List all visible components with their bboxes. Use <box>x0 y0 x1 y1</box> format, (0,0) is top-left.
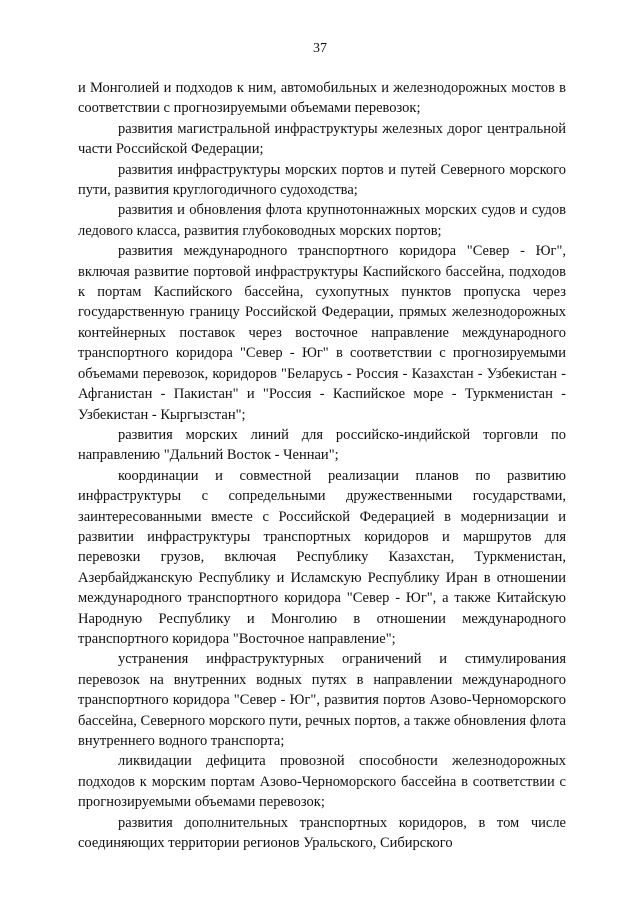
paragraph: развития магистральной инфраструктуры железных дорог центральной части Российской Федерации; <box>78 120 566 158</box>
paragraph: развития международного транспортного коридора "Север - Юг", включая развитие портовой инфраструктуры Каспийского бассейна, подходов к портам Каспийского бассейна, сухопутных пунктов пропуска через государственную границу Российской Федерации, прямых железнодорожных контейнерных поставок через восточное направление международного транспортного коридора "Север - Юг" в соответствии с прогнозируемыми объемами перевозок, коридоров "Беларусь - Россия - Казахстан - Узбекистан - Афганистан - Пакистан" и "Россия - Каспийское море - Туркменистан - Узбекистан - Кыргызстан"; <box>78 243 566 423</box>
paragraph: развития инфраструктуры морских портов и путей Северного морского пути, развития круглогодичного судоходства; <box>78 161 566 199</box>
paragraph: развития дополнительных транспортных коридоров, в том числе соединяющих территории регионов Уральского, Сибирского <box>78 814 566 852</box>
body-text <box>78 78 566 853</box>
paragraph: устранения инфраструктурных ограничений и стимулирования перевозок на внутренних водных путях в направлении международного транспортного коридора "Север - Юг", развития портов Азово-Черноморского бассейна, Северного морского пути, речных портов, а также обновления флота внутреннего водного транспорта; <box>78 651 566 749</box>
paragraph: развития морских линий для российско-индийской торговли по направлению "Дальний Восток - Ченнаи"; <box>78 426 566 464</box>
paragraph: ликвидации дефицита провозной способности железнодорожных подходов к морским портам Азово-Черноморского бассейна в соответствии с прогнозируемыми объемами перевозок; <box>78 753 566 811</box>
paragraph: и Монголией и подходов к ним, автомобильных и железнодорожных мостов в соответствии с прогнозируемыми объемами перевозок; <box>78 80 566 117</box>
paragraph: развития и обновления флота крупнотоннажных морских судов и судов ледового класса, развития глубоководных морских портов; <box>78 202 566 239</box>
page-number: 37 <box>313 41 327 56</box>
paragraph: координации и совместной реализации планов по развитию инфраструктуры с сопредельными дружественными государствами, заинтересованными вместе с Российской Федерацией в модернизации и развитии инфраструктуры транспортных коридоров и маршрутов для перевозки грузов, включая Республику Казахстан, Туркменистан, Азербайджанскую Республику и Исламскую Республику Иран в отношении международного транспортного коридора "Север - Юг", а также Китайскую Народную Республику и Монголию в отношении международного транспортного коридора "Восточное направление"; <box>78 467 566 647</box>
